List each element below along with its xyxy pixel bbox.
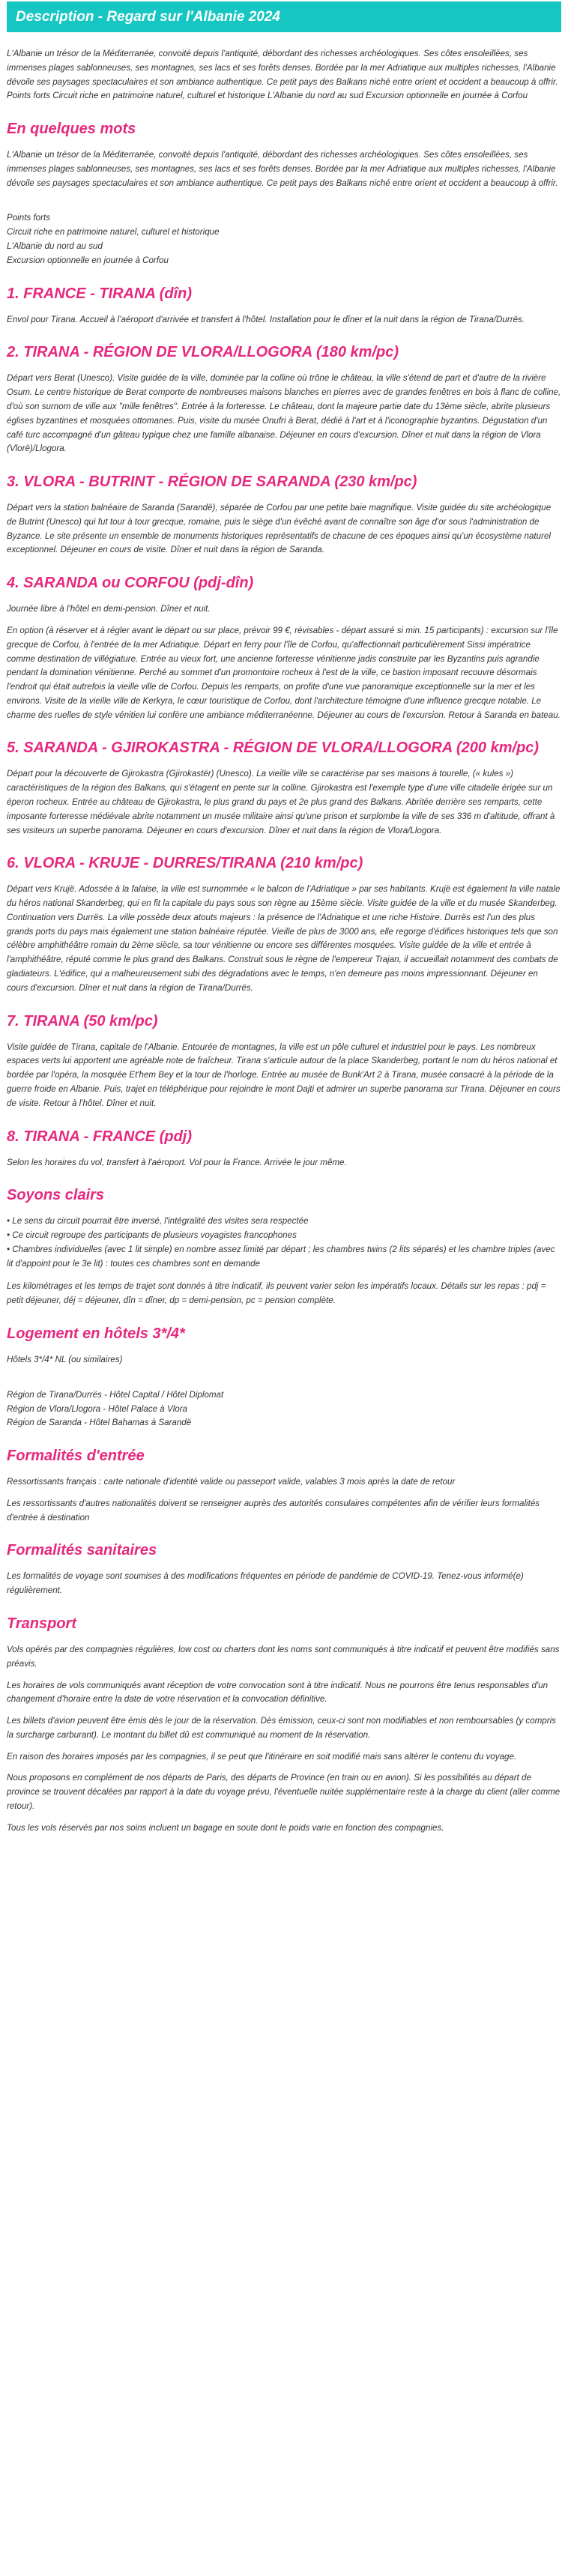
formalites-entree-text: Ressortissants français : carte nationale d'identité valide ou passeport valide, valables 3 mois après la date de retour: [7, 1477, 456, 1487]
quelques-mots-text: L'Albanie un trésor de la Méditerranée, convoité depuis l'antiquité, débordant des richesses archéologiques. Ses côtes ensoleillées, ses immenses plages sablonneuses, ses montagnes, ses lacs et ses forêts denses. Bordée par la mer Adriatique aux multiples richesses, l'Albanie dévoile ses paysages spectaculaires et son ambiance authentique. Ce petit pays des Balkans niché entre orient et occident a beaucoup à offrir.: [7, 150, 558, 188]
day-heading-3: 3. VLORA - BUTRINT - RÉGION DE SARANDA (230 km/pc): [7, 474, 417, 491]
hotel-line: Région de Vlora/Llogora - Hôtel Palace à Vlora: [7, 1403, 188, 1414]
soyons-clairs-list: [7, 1215, 561, 1271]
formalites-entree-text: Les ressortissants d'autres nationalités doivent se renseigner auprès des autorités consulaires compétentes afin de vérifier leurs formalités d'entrée à destination: [7, 1498, 540, 1523]
day-text: Départ vers Berat (Unesco). Visite guidée de la ville, dominée par la colline où trône le château, la ville s'étend de part et d'autre de la rivière Osum. Le centre historique de Berat comporte de nombreuses maisons blanches en pierres avec de grandes fenêtres en bois à flanc de colline, d'où son surnom de ville aux "mille fenêtres". Entrée à la forteresse. Le château, dont la majeure partie date du 13ème siècle, abrite plusieurs églises byzantines et mosquées ottomanes. Puis, visite du musée Onufri à Berat, dédié à l'art et à l'iconographie byzantins. Dégustation d'un café turc accompagné d'un gâteau typique chez une famille albanaise. Déjeuner en cours d'excursion. Dîner et nuit dans la région de Vlora (Vlorë)/Llogora.: [7, 373, 561, 454]
transport-text: Nous proposons en complément de nos départs de Paris, des départs de Province (en train ou en avion). Si les possibilités au départ de province se trouvent décalées par rapport à la date du voyage prévu, l'éventuelle nuitée supplémentaire reste à la charge du client (aller comme retour).: [7, 1773, 561, 1812]
points-forts-line: Excursion optionnelle en journée à Corfou: [7, 255, 169, 265]
day-heading-5: 5. SARANDA - GJIROKASTRA - RÉGION DE VLORA/LLOGORA (200 km/pc): [7, 740, 540, 757]
transport-text: Les billets d'avion peuvent être émis dès le jour de la réservation. Dès émission, ceux-ci sont non modifiables et non remboursables (y compris la surcharge carburant). Le montant du billet dû est communiqué au moment de la réservation.: [7, 1716, 556, 1740]
day-text: En option (à réserver et à régler avant le départ ou sur place, prévoir 99 €, révisables - départ assuré si min. 15 participants) : excursion sur l'île grecque de Corfou, à l'entrée de la mer Adriatique. Départ en ferry pour l'île de Corfou, qu'affectionnait particulièrement Sissi impératrice comme destination de villégiature. Entrée au vieux fort, une ancienne forteresse vénitienne jadis construite par les Byzantins puis agrandie pendant la domination vénitienne. Perché au sommet d'un promontoire rocheux à l'est de la ville, ce bastion imposant recouvre désormais l'endroit qui était autrefois la vieille ville de Corfou. Depuis les remparts, on profite d'une vue panoramique exceptionnelle sur la mer et les environs. Visite de la vieille ville de Kerkyra, le cœur touristique de Corfou, dont l'architecture témoigne d'une influence grecque notable. Le charme des ruelles de style vénitien lui confère une ambiance méditerranéenne. Déjeuner au cours de l'excursion. Retour à Saranda en bateau.: [7, 625, 561, 720]
page-title: Description - Regard sur l'Albanie 2024: [7, 1, 561, 32]
formalites-sanitaires-text: Les formalités de voyage sont soumises à des modifications fréquentes en période de pandémie de COVID-19. Tenez-vous informé(e) régulièrement.: [7, 1571, 524, 1596]
day-text: Départ vers la station balnéaire de Saranda (Sarandë), séparée de Corfou par une petite baie magnifique. Visite guidée du site archéologique de Butrint (Unesco) qui fut tour à tour grecque, romaine, puis le siège d'un évêché avant de connaître son âge d'or sous l'administration de Byzance. Le site présente un ensemble de monuments historiques représentatifs de chacune de ces époques ainsi qu'un écosystème naturel exceptionnel. Déjeuner en cours de visite. Dîner et nuit dans la région de Saranda.: [7, 503, 552, 555]
transport-text: En raison des horaires imposés par les compagnies, il se peut que l'itinéraire en soit modifié mais sans altérer le contenu du voyage.: [7, 1751, 517, 1762]
logement-intro: Hôtels 3*/4* NL (ou similaires): [7, 1354, 123, 1364]
day-text: Visite guidée de Tirana, capitale de l'Albanie. Entourée de montagnes, la ville est un pôle culturel et industriel pour le pays. Les nombreux espaces verts lui apportent une agréable note de fraîcheur. Tirana s'articule autour de la place Skanderbeg, portant le nom du héros national et bordée par l'opéra, la mosquée Et'hem Bey et la tour de l'horloge. Entrée au musée de Bunk'Art 2 à Tirana, musée consacré à la période de la guerre froide en Albanie. Puis, trajet en téléphérique pour rejoindre le mont Dajti et admirer un superbe panorama sur Tirana. Déjeuner en cours de visite. Retour à l'hôtel. Dîner et nuit.: [7, 1041, 561, 1108]
section-heading-logement: Logement en hôtels 3*/4*: [7, 1325, 185, 1342]
day-text: Journée libre à l'hôtel en demi-pension. Dîner et nuit.: [7, 604, 211, 614]
section-heading-formalites-entree: Formalités d'entrée: [7, 1448, 145, 1465]
section-heading-formalites-sanitaires: Formalités sanitaires: [7, 1542, 157, 1559]
list-item: • Chambres individuelles (avec 1 lit simple) en nombre assez limité par départ ; les chambres twins (2 lits séparés) et les chambre triples (avec lit d'appoint pour le 3e lit) : toutes ces chambres sont en demande: [7, 1243, 561, 1272]
day-text: Départ pour la découverte de Gjirokastra (Gjirokastër) (Unesco). La vieille ville se caractérise par ses maisons à tourelle, (« kules ») caractéristiques de la région des Balkans, qui s'étagent en pente sur la colline. Gjirokastra est l'exemple type d'une ville citadelle érigée sur un éperon rocheux. Entrée au château de Gjirokastra, le plus grand du pays et 2e plus grand des Balkans. Abritée derrière ses remparts, cette imposante forteresse médiévale abrite notamment un musée militaire ainsi qu'une prison et surplombe la ville de ses 336 m d'altitude, offrant à ses visiteurs un superbe panorama. Déjeuner en cours d'excursion. Dîner et nuit dans la région de Vlora/Llogora.: [7, 769, 555, 835]
list-item: • Le sens du circuit pourrait être inversé, l'intégralité des visites sera respectée: [7, 1215, 561, 1229]
day-text: Selon les horaires du vol, transfert à l'aéroport. Vol pour la France. Arrivée le jour même.: [7, 1157, 347, 1167]
points-forts-line: Points forts: [7, 213, 50, 223]
points-forts-line: L'Albanie du nord au sud: [7, 241, 103, 252]
day-heading-7: 7. TIRANA (50 km/pc): [7, 1012, 158, 1030]
section-heading-transport: Transport: [7, 1615, 76, 1632]
list-item: • Ce circuit regroupe des participants de plusieurs voyagistes francophones: [7, 1229, 561, 1243]
day-heading-6: 6. VLORA - KRUJE - DURRES/TIRANA (210 km/pc): [7, 855, 363, 872]
intro-text: L'Albanie un trésor de la Méditerranée, convoité depuis l'antiquité, débordant des richesses archéologiques. Ses côtes ensoleillées, ses immenses plages sablonneuses, ses montagnes, ses lacs et ses forêts denses. Bordée par la mer Adriatique aux multiples richesses, l'Albanie dévoile ses paysages spectaculaires et son ambiance authentique. Ce petit pays des Balkans niché entre orient et occident a beaucoup à offrir. Points forts Circuit riche en patrimoine naturel, culturel et historique L'Albanie du nord au sud Excursion optionnelle en journée à Corfou: [7, 49, 558, 101]
day-text: Départ vers Krujë. Adossée à la falaise, la ville est surnommée « le balcon de l'Adriatique » par ses habitants. Krujë est également la ville natale du héros national Skanderbeg, qui en fit la capitale du pays sous son règne au 15ème siècle. Visite guidée de la ville et du musée Skanderbeg. Continuation vers Durrës. La ville possède deux atouts majeurs : la présence de l'Adriatique et une riche Histoire. Durrës est l'un des plus grands ports du pays mais également une station balnéaire réputée. Vieille de plus de 3000 ans, elle regorge d'édifices historiques tels que son célèbre amphithéâtre romain du 2ème siècle, sa tour vénitienne ou encore ses différentes mosquées. Visite guidée de la ville et entrée à l'amphithéâtre, réputé comme le plus grand des Balkans. Construit sous le règne de l'empereur Trajan, il accueillait notamment des combats de gladiateurs. L'édifice, qui a malheureusement subi des dégradations avec le temps, n'en demeure pas moins impressionnant. Déjeuner en cours d'excursion. Dîner et nuit dans la région de Tirana/Durrës.: [7, 884, 561, 993]
transport-text: Tous les vols réservés par nos soins incluent un bagage en soute dont le poids varie en fonction des compagnies.: [7, 1822, 444, 1833]
day-heading-1: 1. FRANCE - TIRANA (dîn): [7, 285, 193, 302]
hotel-line: Région de Saranda - Hôtel Bahamas à Sarandë: [7, 1418, 192, 1428]
soyons-clairs-note: Les kilométrages et les temps de trajet sont donnés à titre indicatif, ils peuvent varier selon les impératifs locaux. Détails sur les repas : pdj = petit déjeuner, déj = déjeuner, dîn = dîner, dp = demi-pension, pc = pension complète.: [7, 1281, 546, 1306]
day-heading-4: 4. SARANDA ou CORFOU (pdj-dîn): [7, 575, 254, 592]
day-heading-8: 8. TIRANA - FRANCE (pdj): [7, 1128, 193, 1145]
points-forts-line: Circuit riche en patrimoine naturel, culturel et historique: [7, 227, 220, 238]
description-page: [0, 1, 568, 1836]
transport-text: Vols opérés par des compagnies régulières, low cost ou charters dont les noms sont communiqués à titre indicatif et peuvent être modifiés sans préavis.: [7, 1645, 560, 1669]
section-heading-quelques-mots: En quelques mots: [7, 121, 136, 138]
day-text: Envol pour Tirana. Accueil à l'aéroport d'arrivée et transfert à l'hôtel. Installation pour le dîner et la nuit dans la région de Tirana/Durrës.: [7, 314, 525, 324]
transport-text: Les horaires de vols communiqués avant réception de votre convocation sont à titre indicatif. Nous ne pourrons être tenus responsables d'un changement d'horaire entre la date de votre réservation et la convocation définitive.: [7, 1680, 549, 1705]
day-heading-2: 2. TIRANA - RÉGION DE VLORA/LLOGORA (180 km/pc): [7, 344, 399, 361]
section-heading-soyons-clairs: Soyons clairs: [7, 1187, 105, 1204]
hotel-line: Région de Tirana/Durrës - Hôtel Capital / Hôtel Diplomat: [7, 1389, 224, 1400]
